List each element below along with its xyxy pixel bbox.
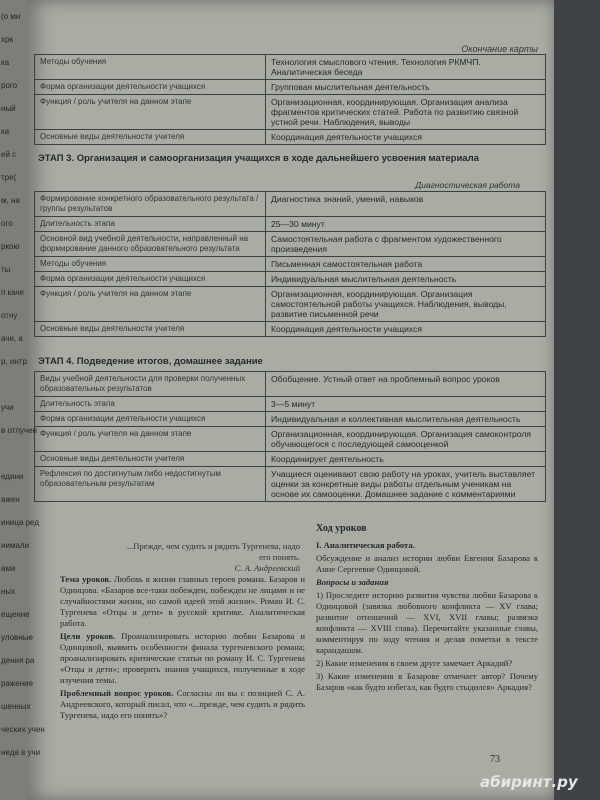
row-label: Основные виды деятельности учителя: [35, 130, 266, 145]
row-label: Виды учебной деятельности для проверки полученных образовательных результатов: [35, 372, 266, 397]
table-row: [35, 467, 546, 502]
row-value: Координация деятельности учащихся: [266, 130, 546, 145]
problem-text: Согласны ли вы с позицией С. А. Андреевского, который писал, что «...прежде, чем судить и рядить Тургенева, надо его понять»?: [60, 688, 305, 720]
row-label: Основной вид учебной деятельности, направленный на формирование данного образовательного результата: [35, 232, 266, 257]
table-row: [35, 80, 546, 95]
left-page-fragment: ами: [1, 564, 16, 573]
left-column: [60, 574, 305, 723]
card-header: Окончание карты: [461, 44, 538, 54]
row-label: Основные виды деятельности учителя: [35, 452, 266, 467]
table-row: [35, 287, 546, 322]
row-value: Технология смыслового чтения. Технология РКМЧП. Аналитическая беседа: [266, 55, 546, 80]
left-page-fragment: ных: [1, 587, 16, 596]
row-label: Длительность этапа: [35, 217, 266, 232]
row-value: 25—30 минут: [266, 217, 546, 232]
row-value: 3—5 минут: [266, 397, 546, 412]
left-page-fragment: ка: [1, 58, 10, 67]
row-label: Функция / роль учителя на данном этапе: [35, 287, 266, 322]
epigraph-text: ...Прежде, чем судить и рядить Тургенева, надо его понять.: [126, 541, 300, 562]
section-intro: Обсуждение и анализ истории любви Евгения Базарова к Анне Сергеевне Одинцовой.: [316, 553, 538, 574]
left-page-fragment: р, интр: [1, 357, 27, 366]
question-3: 3) Какие изменения в Базарове отмечает автор? Почему Базаров «как будто избегал, как будто стыдился» Аркадия?: [316, 671, 538, 692]
table-row: [35, 95, 546, 130]
left-page-fragment: отну: [1, 311, 18, 320]
left-page-fragment: ещение: [1, 610, 30, 619]
topic-text: Любовь в жизни главных героев романа. Базаров и Одинцова. «Базаров все-таки побежден, побежден не лицами и не случайностями жизни, но самой идеей этой жизни». Роман И. С. Тургенева «Отцы и дети» в русской критике. Аналитическая работа.: [60, 574, 305, 628]
goals-text: Проанализировать историю любви Базарова и Одинцовой, выявить особенности финала тургеневского романа; проанализировать критические статьи по роману И. С. Тургенева «Отцы и дети»; проверить знания учащихся, полученные в ходе изучения темы.: [60, 631, 305, 685]
left-page-fragment: ка: [1, 127, 10, 136]
table-row: [35, 217, 546, 232]
left-page-fragment: шенных: [1, 702, 31, 711]
table-row: [35, 427, 546, 452]
stage3-note: Диагностическая работа: [415, 180, 520, 190]
row-label: Методы обучения: [35, 257, 266, 272]
topic-label: Тема уроков.: [60, 574, 112, 584]
left-page-fragment: в отлучен: [1, 426, 37, 435]
left-page-fragment: иимали: [1, 541, 30, 550]
questions-title: Вопросы и задания: [316, 577, 389, 587]
right-column: [316, 523, 538, 695]
table-row: [35, 130, 546, 145]
left-page-fragment: м, на: [1, 196, 20, 205]
left-page-fragment: ажен: [1, 495, 20, 504]
table-row: [35, 452, 546, 467]
problem-label: Проблемный вопрос уроков.: [60, 688, 174, 698]
table-row: [35, 272, 546, 287]
row-value: Обобщение. Устный ответ на проблемный вопрос уроков: [266, 372, 546, 397]
table-row: [35, 192, 546, 217]
stage3-title: ЭТАП 3. Организация и самоорганизация учащихся в ходе дальнейшего усвоения материала: [38, 153, 479, 164]
question-2: 2) Какие изменения в своем друге замечает Аркадий?: [316, 658, 513, 668]
row-label: Рефлексия по достигнутым либо недостигнутым образовательным результатам: [35, 467, 266, 502]
left-page-fragment: ческих учен: [1, 725, 45, 734]
left-page-fragment: ный: [1, 104, 16, 113]
row-value: Самостоятельная работа с фрагментом художественного произведения: [266, 232, 546, 257]
row-value: Организационная, координирующая. Организация самостоятельной работы учащихся. Наблюдения, выводы, развитие письменной речи: [266, 287, 546, 322]
table-row: [35, 372, 546, 397]
row-label: Основные виды деятельности учителя: [35, 322, 266, 337]
table-row: [35, 55, 546, 80]
section-title: I. Аналитическая работа.: [316, 540, 415, 550]
left-page-fragment: рого: [1, 81, 18, 90]
left-page-fragment: дения ра: [1, 656, 35, 665]
row-label: Методы обучения: [35, 55, 266, 80]
row-label: Формирование конкретного образовательного результата / группы результатов: [35, 192, 266, 217]
left-page-fragment: ого: [1, 219, 13, 228]
goals-label: Цели уроков.: [60, 631, 116, 641]
row-value: Диагностика знаний, умений, навыков: [266, 192, 546, 217]
left-page-fragment: ражение: [1, 679, 34, 688]
left-page-fragment: неда в учи: [1, 748, 41, 757]
watermark-logo: абиринт.ру: [480, 773, 578, 791]
left-page-fragment: иница ред: [1, 518, 39, 527]
table-row: [35, 412, 546, 427]
row-value: Индивидуальная мыслительная деятельность: [266, 272, 546, 287]
table-row: [35, 397, 546, 412]
page-number: 73: [490, 754, 500, 765]
left-page-fragment: уловные: [1, 633, 33, 642]
table-row: [35, 257, 546, 272]
right-edge: [554, 0, 600, 800]
row-label: Функция / роль учителя на данном этапе: [35, 95, 266, 130]
row-value: Письменная самостоятельная работа: [266, 257, 546, 272]
left-page-fragment: тре(: [1, 173, 17, 182]
stage4-table: [34, 371, 546, 502]
row-value: Учащиеся оценивают свою работу на уроках, учитель выставляет оценки за конкретные виды работы отдельным ученикам на основе их самооценки. Домашнее задание с комментариями: [266, 467, 546, 502]
row-value: Организационная, координирующая. Организация анализа фрагментов критических статей. Работа по развитию связной устной речи. Наблюдения, выводы: [266, 95, 546, 130]
epigraph: [120, 541, 300, 574]
left-page-fragment: хрк: [1, 35, 13, 44]
left-page-fragment: ачи, а: [1, 334, 23, 343]
stage4-title: ЭТАП 4. Подведение итогов, домашнее задание: [38, 356, 263, 367]
row-label: Длительность этапа: [35, 397, 266, 412]
left-page-fragment: п каче: [1, 288, 25, 297]
epigraph-author: С. А. Андреевский: [234, 563, 300, 573]
left-page-fragment: ты: [1, 265, 11, 274]
row-value: Групповая мыслительная деятельность: [266, 80, 546, 95]
left-page-fragment: едини: [1, 472, 24, 481]
row-value: Индивидуальная и коллективная мыслительная деятельность: [266, 412, 546, 427]
left-page-fragment: ей с: [1, 150, 17, 159]
table-row: [35, 322, 546, 337]
stage3-table: [34, 191, 546, 337]
row-value: Координирует деятельность: [266, 452, 546, 467]
left-page-fragment: (о ми: [1, 12, 21, 21]
row-label: Форма организации деятельности учащихся: [35, 272, 266, 287]
stage2-table: [34, 54, 546, 145]
row-value: Координация деятельности учащихся: [266, 322, 546, 337]
table-row: [35, 232, 546, 257]
row-value: Организационная, координирующая. Организация самоконтроля обучающегося с последующей самооценкой: [266, 427, 546, 452]
row-label: Функция / роль учителя на данном этапе: [35, 427, 266, 452]
row-label: Форма организации деятельности учащихся: [35, 80, 266, 95]
row-label: Форма организации деятельности учащихся: [35, 412, 266, 427]
left-page-fragment: учи: [1, 403, 14, 412]
left-page-fragment: ркою: [1, 242, 20, 251]
question-1: 1) Проследите историю развития чувства любви Базарова к Одинцовой (завязка любовного конфликта — XV глава; развитие отношений — XVI, XVII главы; развязка конфликта — XVIII глава). Перечитайте указанные главы, комментируя по ходу чтения и делая пометки в тексте карандашом.: [316, 590, 538, 655]
lesson-heading: Ход уроков: [316, 523, 367, 534]
